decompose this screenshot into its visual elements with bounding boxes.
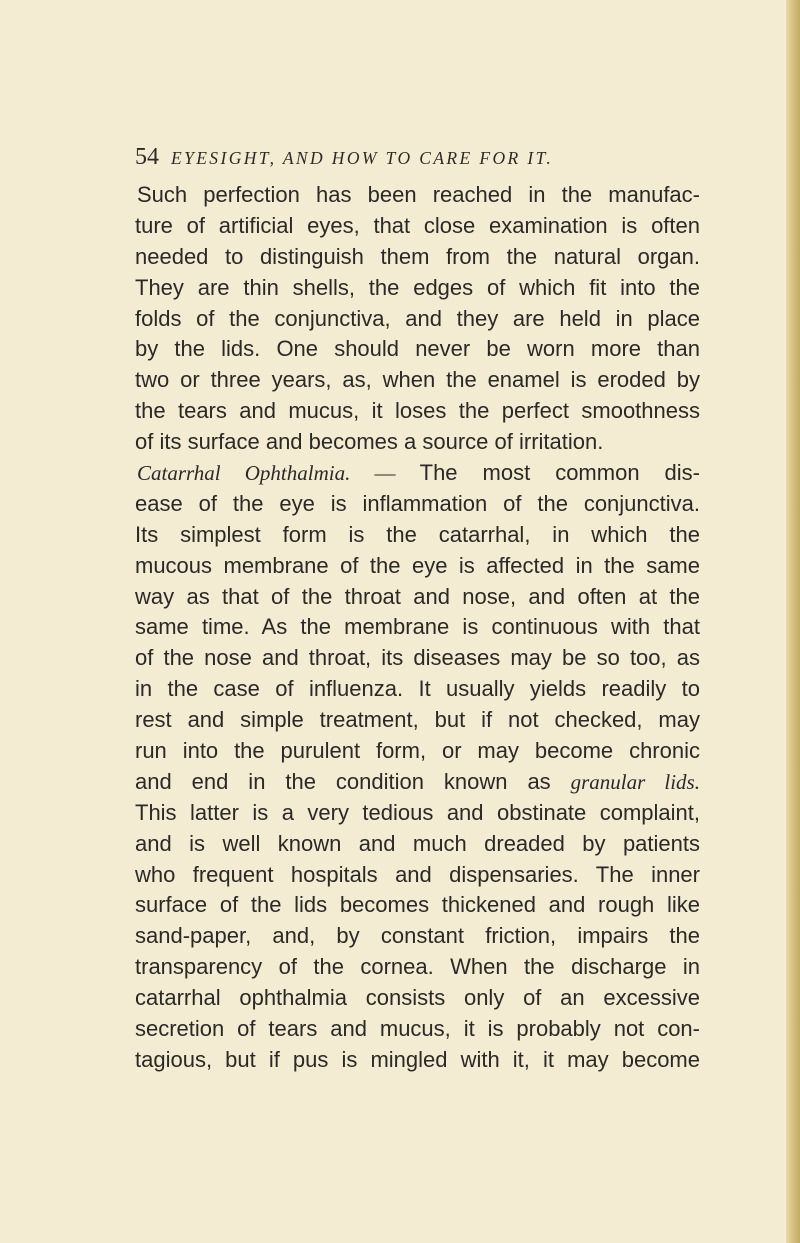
text-line: same time. As the membrane is continuous with that — [135, 614, 700, 640]
granular-line-text: and end in the condition known as — [135, 768, 571, 794]
text-line: Its simplest form is the catarrhal, in which the — [135, 521, 700, 547]
text-line: the tears and mucus, it loses the perfect smoothness — [135, 398, 700, 424]
section-heading: Catarrhal Ophthalmia. — [137, 461, 351, 486]
text-line: tagious, but if pus is mingled with it, it may become — [135, 1046, 700, 1072]
text-line: folds of the conjunctiva, and they are held in place — [135, 305, 700, 331]
granular-lids-term: granular lids. — [570, 769, 700, 794]
text-line: secretion of tears and mucus, it is probably not con- — [135, 1016, 700, 1042]
text-line: of its surface and becomes a source of irritation. — [135, 429, 604, 455]
text-line: two or three years, as, when the enamel is eroded by — [135, 367, 700, 393]
text-line: needed to distinguish them from the natural organ. — [135, 243, 700, 269]
text-line: who frequent hospitals and dispensaries. The inner — [135, 861, 700, 887]
text-line: in the case of influenza. It usually yields readily to — [135, 676, 700, 702]
text-line: of the nose and throat, its diseases may be so too, as — [135, 645, 700, 671]
text-line: way as that of the throat and nose, and often at the — [135, 583, 700, 609]
text-line: transparency of the cornea. When the discharge in — [135, 954, 700, 980]
text-line: They are thin shells, the edges of which fit into the — [135, 274, 700, 300]
text-line: by the lids. One should never be worn more than — [135, 336, 700, 362]
text-line: Such perfection has been reached in the manufac- — [137, 182, 700, 207]
text-line-granular — [135, 767, 700, 798]
text-line: catarrhal ophthalmia consists only of an excessive — [135, 985, 700, 1011]
section-first-line — [135, 458, 700, 489]
text-line: ture of artificial eyes, that close examination is often — [135, 212, 700, 238]
section-dash: — — [350, 461, 420, 486]
text-line: rest and simple treatment, but if not checked, may — [135, 707, 700, 733]
text-line: ease of the eye is inflammation of the conjunctiva. — [135, 490, 700, 516]
text-line: surface of the lids becomes thickened and rough like — [135, 892, 700, 918]
running-head: EYESIGHT, AND HOW TO CARE FOR IT. — [171, 148, 554, 168]
text-line: and is well known and much dreaded by patients — [135, 830, 700, 856]
text-line: mucous membrane of the eye is affected in the same — [135, 552, 700, 578]
body-text — [135, 180, 700, 1076]
text-line: This latter is a very tedious and obstinate complaint, — [135, 799, 700, 825]
text-line: run into the purulent form, or may become chronic — [135, 738, 700, 764]
section-first-line-text: The most common dis- — [419, 460, 700, 486]
page-edge-shadow — [786, 0, 800, 1243]
text-line: sand-paper, and, by constant friction, impairs the — [135, 923, 700, 949]
page-number: 54 — [135, 144, 159, 170]
page-header — [135, 144, 553, 174]
